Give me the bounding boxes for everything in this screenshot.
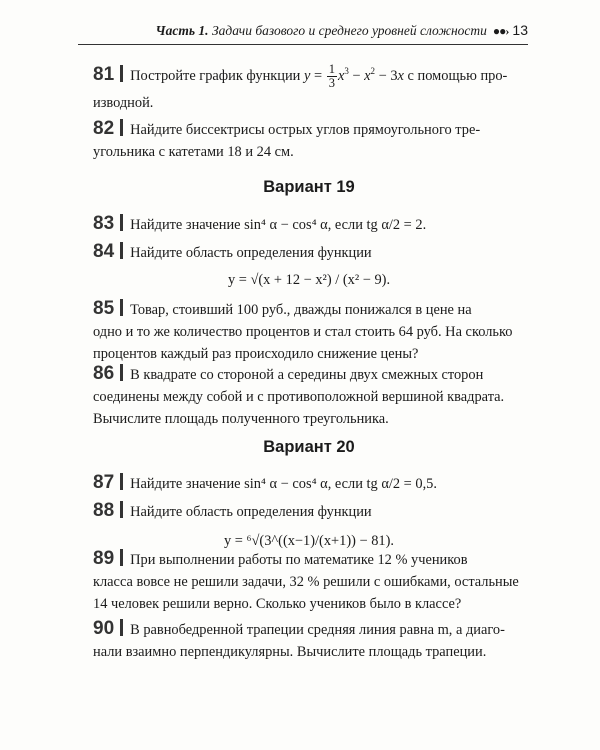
page-header (78, 22, 528, 39)
number-bar (120, 619, 123, 636)
header-dots-icon: ●●› (492, 24, 509, 38)
variant-20-heading: Вариант 20 (263, 438, 355, 456)
header-title: Задачи базового и среднего уровней сложности (211, 23, 487, 38)
problem-87 (93, 472, 525, 495)
number-bar (120, 242, 123, 259)
problem-text: соединены между собой и с противоположной вершиной квадрата. (93, 389, 505, 405)
number-bar (120, 119, 123, 136)
problem-83 (93, 213, 525, 236)
problem-number: 89 (93, 548, 115, 569)
problem-text: Найдите биссектрисы острых углов прямоугольного тре- (130, 122, 481, 138)
number-bar (120, 549, 123, 566)
formula-88: y = ⁶√(3^((x−1)/(x+1)) − 81). (223, 533, 395, 549)
problem-number: 88 (93, 500, 115, 521)
problem-text: одно и то же количество процентов и стал стоить 64 руб. На сколько (93, 324, 513, 340)
problem-85 (93, 298, 525, 365)
problem-text: В равнобедренной трапеции средняя линия равна m, а диаго- (130, 622, 505, 638)
problem-number: 83 (93, 213, 115, 234)
problem-number: 90 (93, 618, 115, 639)
problem-90 (93, 618, 525, 663)
problem-number: 85 (93, 298, 115, 319)
problem-84 (93, 241, 525, 290)
problem-text: При выполнении работы по математике 12 % учеников (130, 552, 468, 568)
number-bar (120, 364, 123, 381)
number-bar (120, 501, 123, 518)
page-number: 13 (512, 22, 528, 38)
variant-19-heading: Вариант 19 (263, 178, 355, 196)
problem-number: 86 (93, 363, 115, 384)
problem-text: с помощью про- (407, 67, 508, 84)
problem-text: класса вовсе не решили задачи, 32 % решили с ошибками, остальные (93, 574, 519, 590)
formula-84: y = √(x + 12 − x²) / (x² − 9). (227, 272, 391, 288)
problem-text: Найдите значение sin⁴ α − cos⁴ α, если tg α/2 = 2. (130, 217, 427, 233)
problem-text: 14 человек решили верно. Сколько учеников было в классе? (93, 596, 462, 612)
header-part: Часть 1. (155, 23, 209, 38)
problem-text: изводной. (93, 94, 154, 111)
problem-text: В квадрате со стороной a середины двух смежных сторон (130, 367, 484, 383)
problem-text: угольника с катетами 18 и 24 см. (93, 144, 294, 160)
header-rule (78, 44, 528, 45)
problem-81 (93, 58, 525, 116)
problem-89 (93, 548, 525, 615)
problem-number: 87 (93, 472, 115, 493)
problem-text: процентов каждый раз происходило снижение цены? (93, 346, 419, 362)
problem-text: Найдите область определения функции (130, 245, 372, 261)
problem-88 (93, 500, 525, 551)
number-bar (120, 65, 123, 82)
number-bar (120, 473, 123, 490)
problem-text: нали взаимно перпендикулярны. Вычислите площадь трапеции. (93, 644, 487, 660)
problem-86 (93, 363, 525, 430)
formula-81: y = $\frac{1}{3}$ $x^3 - x^2 - 3x$ (303, 61, 404, 90)
problem-82 (93, 118, 525, 163)
problem-text: Найдите значение sin⁴ α − cos⁴ α, если tg α/2 = 0,5. (130, 476, 437, 492)
problem-text: Товар, стоивший 100 руб., дважды понижался в цене на (130, 302, 472, 318)
problem-text: Найдите область определения функции (130, 504, 372, 520)
problem-number: 81 (93, 63, 115, 85)
problem-text: Вычислите площадь полученного треугольника. (93, 411, 389, 427)
problem-text: Постройте график функции (130, 67, 301, 84)
problem-number: 84 (93, 241, 115, 262)
number-bar (120, 214, 123, 231)
problem-number: 82 (93, 118, 115, 139)
number-bar (120, 299, 123, 316)
